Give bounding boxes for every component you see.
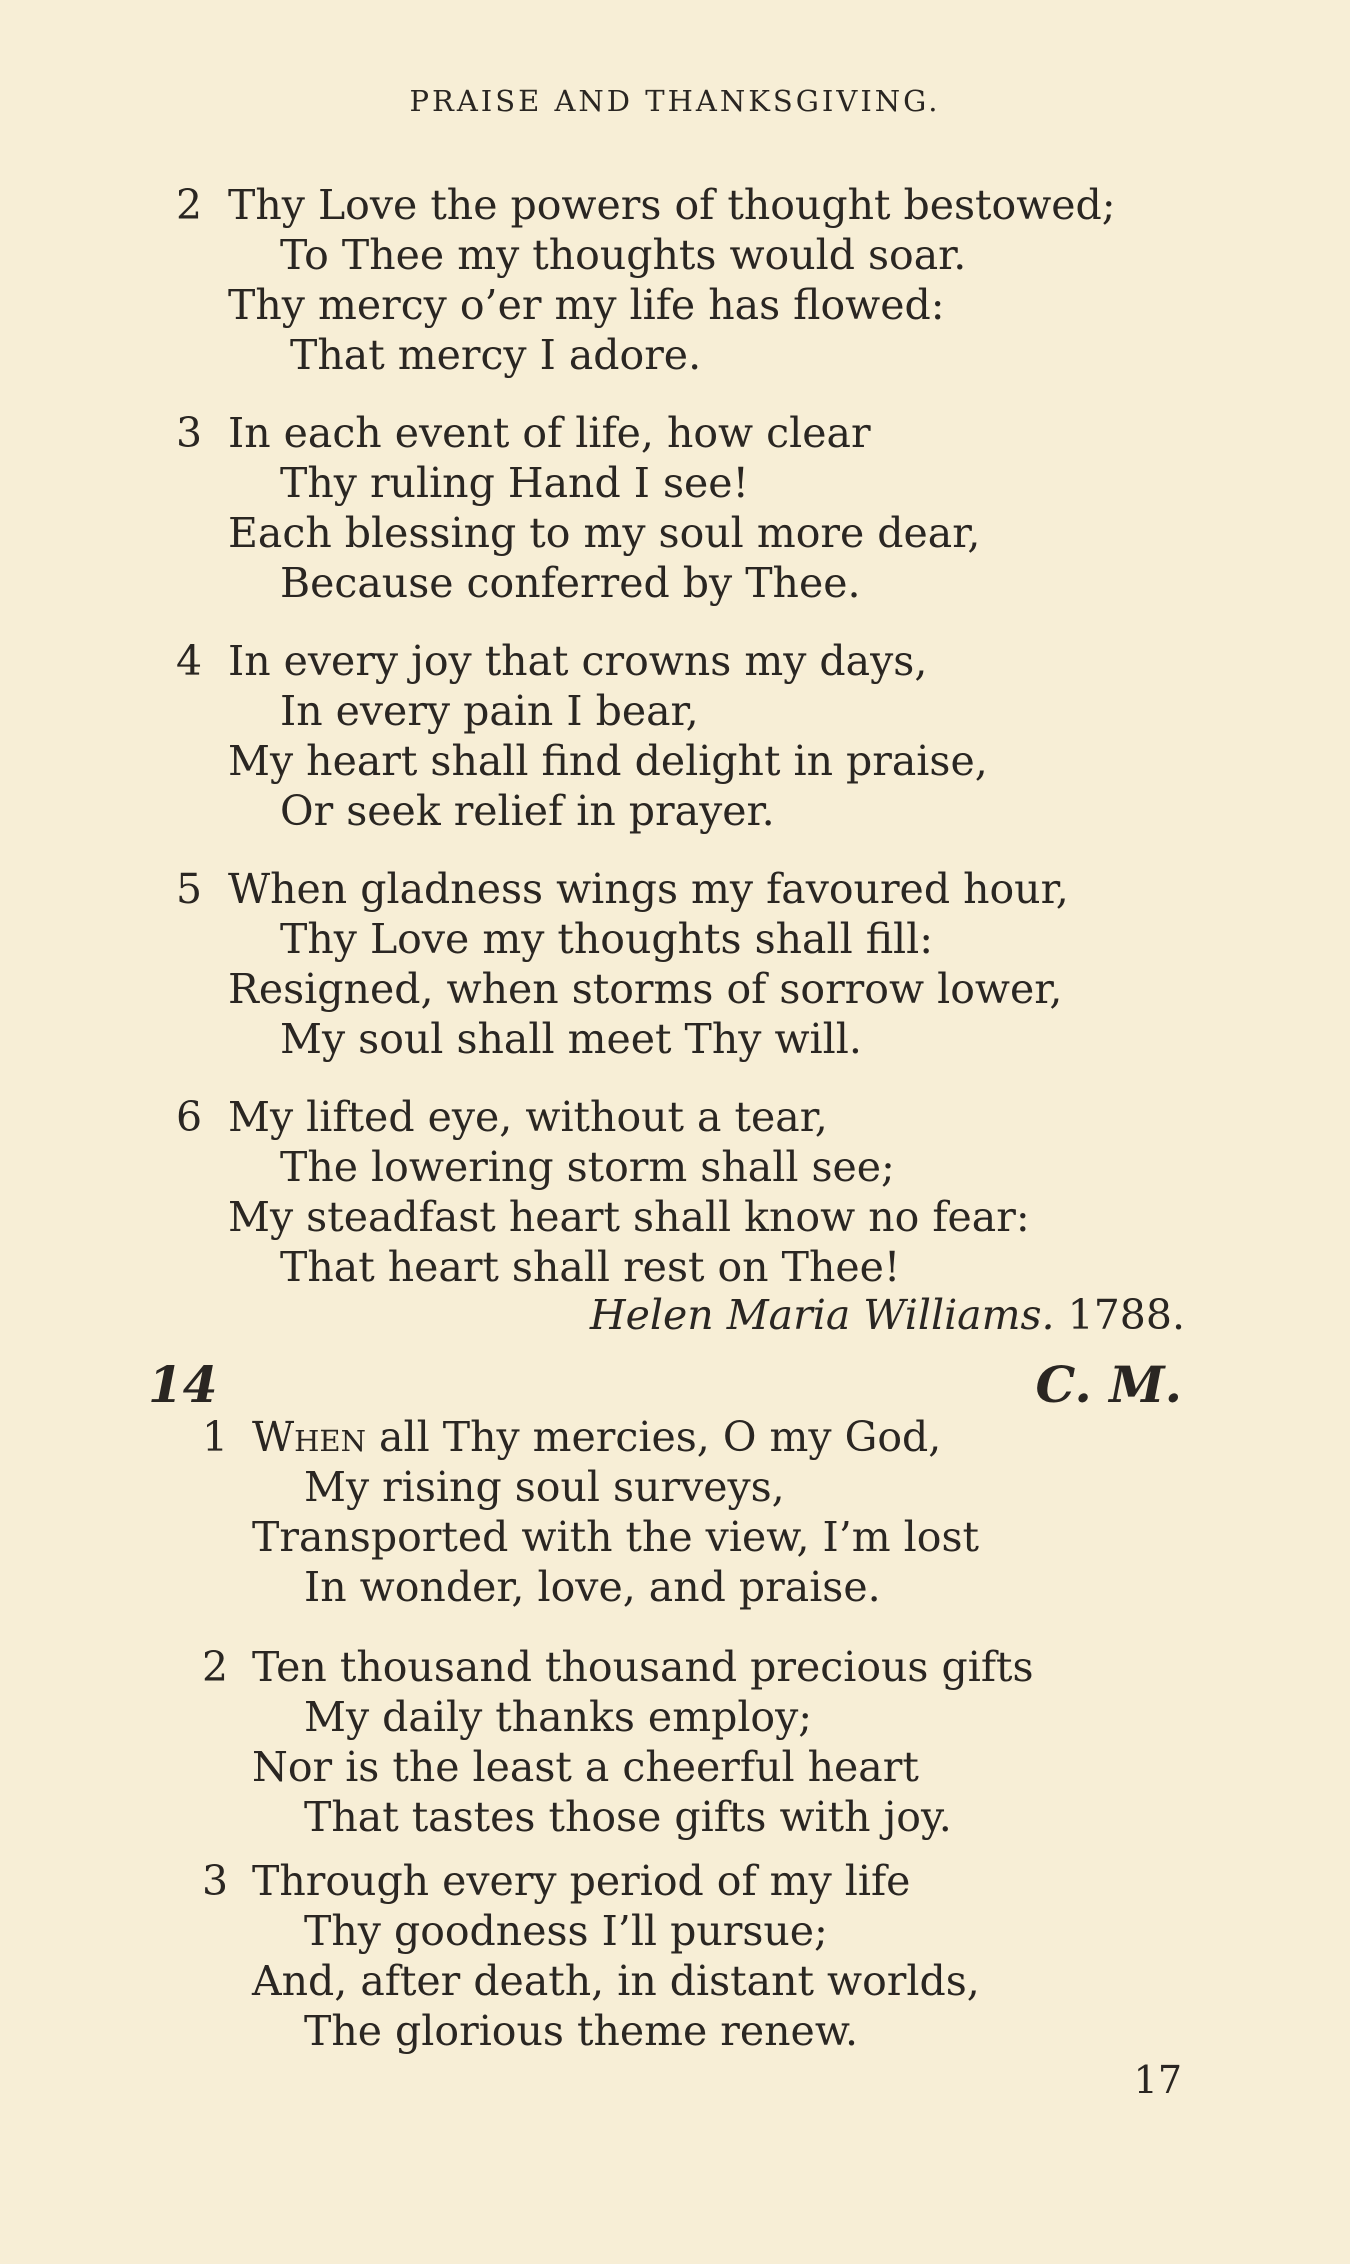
stanza-line: And, after death, in distant worlds, [252,1957,980,2005]
stanza-line: That heart shall rest on Thee! [280,1243,901,1291]
first-word: When [252,1413,366,1461]
stanza-line: That mercy I adore. [290,331,702,379]
author-name: Helen Maria Williams. [589,1291,1055,1339]
stanza-line: Thy Love my thoughts shall fill: [280,915,934,963]
stanza-number: 5 [176,865,203,913]
stanza-line: My soul shall meet Thy will. [280,1015,862,1063]
stanza-line: My daily thanks employ; [304,1693,813,1741]
stanza-line: Thy mercy o’er my life has flowed: [228,281,945,329]
stanza-line: My steadfast heart shall know no fear: [228,1193,1030,1241]
stanza-number: 4 [176,637,203,685]
stanza-line: The lowering storm shall see; [280,1143,895,1191]
stanza-line: Transported with the view, I’m lost [252,1513,979,1561]
stanza-line: To Thee my thoughts would soar. [280,231,967,279]
stanza-line: Resigned, when storms of sorrow lower, [228,965,1063,1013]
stanza-line: In every pain I bear, [280,687,699,735]
author-attribution [590,1290,1185,1340]
stanza-number: 3 [176,409,203,457]
stanza-line: My heart shall find delight in praise, [228,737,988,785]
stanza-line: Because conferred by Thee. [280,559,861,607]
stanza-line: Through every period of my life [252,1857,911,1905]
stanza-number: 6 [176,1093,203,1141]
stanza-line: My lifted eye, without a tear, [228,1093,828,1141]
author-year: 1788. [1067,1291,1185,1339]
running-header: PRAISE AND THANKSGIVING. [409,84,941,118]
hymn-number: 14 [148,1355,218,1414]
stanza-line: In wonder, love, and praise. [304,1563,881,1611]
stanza-line: When all Thy mercies, O my God, [252,1413,942,1461]
stanza-line: Thy ruling Hand I see! [280,459,750,507]
stanza-line: That tastes those gifts with joy. [304,1793,952,1841]
stanza-number: 2 [176,181,203,229]
stanza-number: 3 [202,1857,229,1905]
stanza-line: Each blessing to my soul more dear, [228,509,981,557]
stanza-line: When gladness wings my favoured hour, [228,865,1069,913]
stanza-line: Nor is the least a cheerful heart [252,1743,919,1791]
stanza-line: Or seek relief in prayer. [280,787,775,835]
stanza-number: 1 [202,1413,229,1461]
stanza-line: In each event of life, how clear [228,409,871,457]
stanza-line: Ten thousand thousand precious gifts [252,1643,1034,1691]
stanza-line: In every joy that crowns my days, [228,637,928,685]
page-number: 17 [1133,2058,1182,2102]
stanza-line: My rising soul surveys, [304,1463,785,1511]
stanza-line: Thy Love the powers of thought bestowed; [228,181,1116,229]
hymn-meter: C. M. [1035,1355,1182,1414]
stanza-number: 2 [202,1643,229,1691]
stanza-line: Thy goodness I’ll pursue; [304,1907,828,1955]
stanza-line: The glorious theme renew. [304,2007,859,2055]
